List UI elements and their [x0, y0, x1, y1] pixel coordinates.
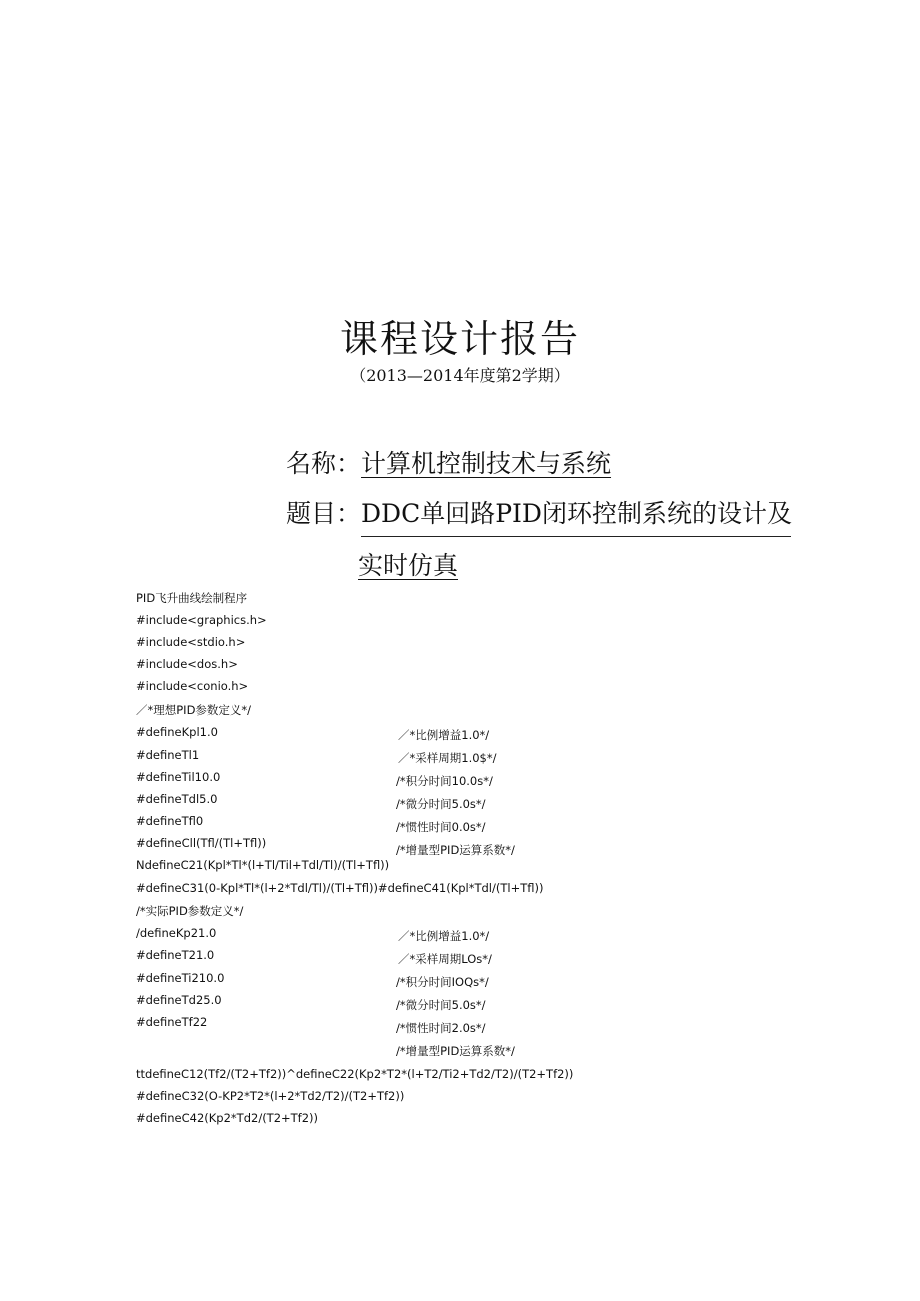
- code-line: #defineTil10.0: [136, 770, 221, 784]
- semester-subtitle: （2013—2014年度第2学期）: [350, 366, 570, 385]
- subject-label: 题目：: [286, 499, 362, 528]
- code-line: #defineTl1: [136, 748, 200, 762]
- code-line: ttdefineC12(Tf2/(T2+Tf2))^defineC22(Kp2*T2*(l+T2/Ti2+Td2/T2)/(T2+Tf2)): [136, 1067, 574, 1081]
- course-name-label: 名称：: [286, 449, 362, 478]
- code-line: #defineTdl5.0: [136, 792, 218, 806]
- include-line: #include<dos.h>: [136, 657, 238, 671]
- code-line: #defineCll(Tfl/(Tl+Tfl)): [136, 836, 267, 850]
- include-line: #include<stdio.h>: [136, 635, 246, 649]
- code-line: #defineT21.0: [136, 948, 215, 962]
- code-line: #defineC32(O-KP2*T2*(l+2*Td2/T2)/(T2+Tf2)): [136, 1089, 405, 1103]
- code-line: #defineTf22: [136, 1015, 208, 1029]
- code-line: #defineC42(Kp2*Td2/(T2+Tf2)): [136, 1111, 319, 1125]
- code-comment: /*微分时间5.0s*/: [396, 797, 486, 811]
- subject-value-line1: DDC单回路PID闭环控制系统的设计及: [361, 494, 791, 537]
- code-line: NdefineC21(Kpl*Tl*(l+Tl/Til+Tdl/Tl)/(Tl+Tfl)): [136, 858, 390, 872]
- code-line: #defineTd25.0: [136, 993, 222, 1007]
- subject-value-line2: 实时仿真: [358, 551, 459, 580]
- report-title: 课程设计报告: [339, 317, 580, 361]
- code-comment: /*惯性时间2.0s*/: [396, 1021, 486, 1035]
- code-comment: /*增量型PID运算系数*/: [396, 1044, 515, 1058]
- program-heading: PID飞升曲线绘制程序: [136, 591, 248, 605]
- code-line: #defineC31(0-Kpl*Tl*(l+2*Tdl/Tl)/(Tl+Tfl))#defineC41(Kpl*Tdl/(Tl+Tfl)): [136, 881, 544, 895]
- include-line: #include<graphics.h>: [136, 613, 267, 627]
- code-comment: ／*比例增益1.0*/: [398, 929, 490, 943]
- ideal-pid-comment: ／*理想PID参数定义*/: [136, 703, 252, 717]
- code-line: #defineKpl1.0: [136, 725, 218, 739]
- code-comment: /*增量型PID运算系数*/: [396, 843, 515, 857]
- code-comment: /*惯性时间0.0s*/: [396, 820, 486, 834]
- include-line: #include<conio.h>: [136, 679, 249, 693]
- code-comment: /*积分时间10.0s*/: [396, 774, 493, 788]
- code-comment: ／*采样周期1.0$*/: [398, 751, 497, 765]
- code-line: #defineTi210.0: [136, 971, 225, 985]
- code-comment: /*积分时间IOQs*/: [396, 975, 489, 989]
- code-comment: /*微分时间5.0s*/: [396, 998, 486, 1012]
- code-line: #defineTfl0: [136, 814, 204, 828]
- code-line: /defineKp21.0: [136, 926, 217, 940]
- course-name-value: 计算机控制技术与系统: [361, 449, 612, 478]
- actual-pid-comment: /*实际PID参数定义*/: [136, 904, 244, 918]
- code-comment: ／*比例增益1.0*/: [398, 728, 490, 742]
- code-comment: ／*采样周期LOs*/: [398, 952, 492, 966]
